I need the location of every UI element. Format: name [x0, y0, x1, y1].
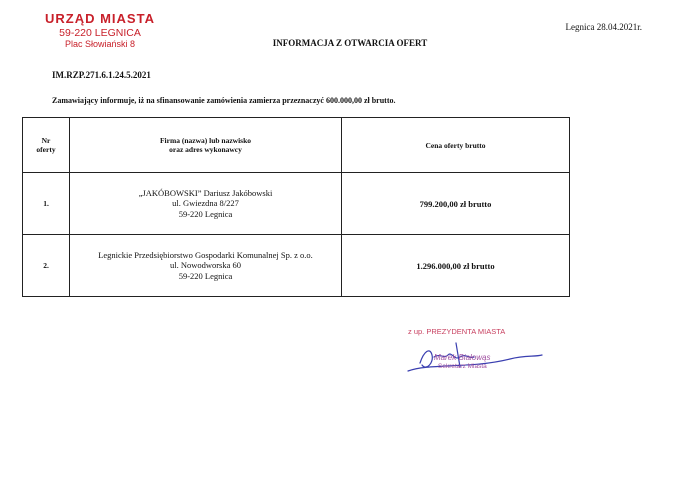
- firm-street: ul. Nowodworska 60: [169, 260, 242, 271]
- header-nr: Nr oferty: [23, 118, 70, 173]
- signatory-name: Marek Białowąs: [434, 353, 491, 362]
- firm-city: 59-220 Legnica: [178, 208, 233, 219]
- offer-number: 1.: [23, 173, 70, 235]
- firm-name: Legnickie Przedsiębiorstwo Gospodarki Komunalnej Sp. z o.o.: [98, 249, 313, 260]
- offer-number: 2.: [23, 235, 70, 297]
- header-firm: Firma (nazwa) lub nazwisko oraz adres wykonawcy: [70, 118, 342, 173]
- firm-street: ul. Gwiezdna 8/227: [172, 198, 239, 209]
- stamp-address: Plac Słowiański 8: [64, 39, 136, 49]
- table-header-row: [23, 118, 570, 173]
- document-title: INFORMACJA Z OTWARCIA OFERT: [272, 38, 428, 48]
- table-row: [23, 235, 570, 297]
- intro-text: Zamawiający informuje, iż na sfinansowanie zamówienia zamierza przeznaczyć 600.000,00 zł brutto.: [52, 96, 396, 105]
- offers-table: [22, 117, 570, 297]
- document-date: Legnica 28.04.2021r.: [565, 22, 642, 32]
- reference-number: IM.RZP.271.6.1.24.5.2021: [52, 70, 151, 80]
- stamp-city: 59-220 LEGNICA: [59, 26, 141, 39]
- offer-firm: [70, 235, 342, 297]
- header-price: Cena oferty brutto: [342, 118, 570, 173]
- signatory-role: Sekretarz Miasta: [438, 363, 487, 370]
- offer-firm: [70, 173, 342, 235]
- offer-price: 799.200,00 zł brutto: [342, 173, 570, 235]
- signature-authority: z up. PREZYDENTA MIASTA: [408, 327, 506, 336]
- offer-price: 1.296.000,00 zł brutto: [342, 235, 570, 297]
- firm-name: „JAKÓBOWSKI” Dariusz Jakóbowski: [138, 187, 273, 198]
- firm-city: 59-220 Legnica: [178, 270, 233, 281]
- stamp-office-name: URZĄD MIASTA: [45, 11, 155, 26]
- table-row: [23, 173, 570, 235]
